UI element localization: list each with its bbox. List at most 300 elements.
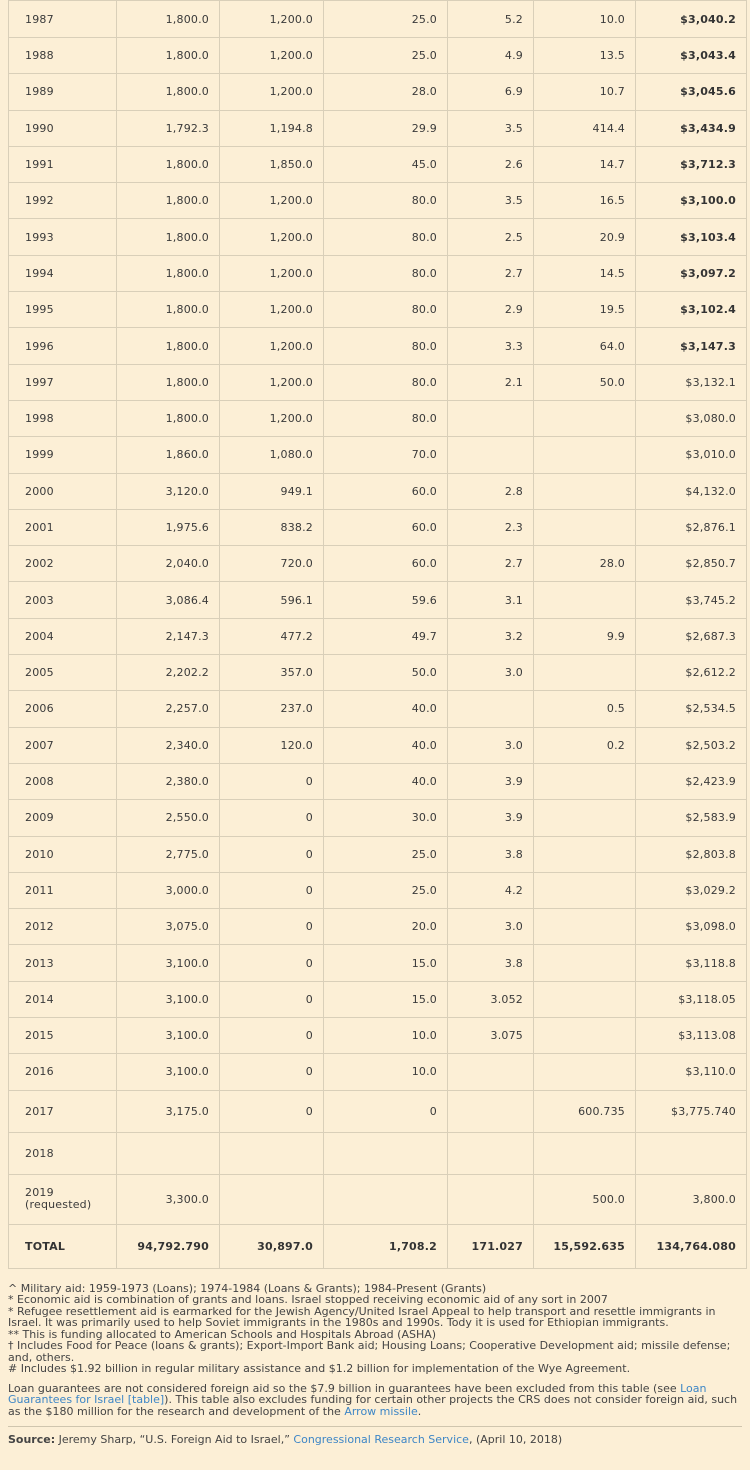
total-cell: $3,110.0 [636,1054,747,1090]
value-cell: 3.2 [448,618,534,654]
table-row [9,1090,747,1132]
value-cell: 64.0 [534,328,636,364]
value-cell: 3.8 [448,836,534,872]
table-row [9,400,747,436]
year-label: 2006 [25,702,54,716]
year-cell [9,1090,117,1132]
table-row [9,909,747,945]
value-cell: 80.0 [324,400,448,436]
total-row [9,1224,747,1268]
year-label: 2005 [25,666,54,680]
year-label: 1995 [25,303,54,317]
value-cell: 9.9 [534,618,636,654]
total-cell: $3,118.8 [636,945,747,981]
value-cell: 40.0 [324,727,448,763]
value-cell: 15.0 [324,945,448,981]
year-cell [9,1174,117,1224]
total-cell: $3,098.0 [636,909,747,945]
value-cell: 3.0 [448,909,534,945]
value-cell: 3,000.0 [117,872,220,908]
year-cell [9,582,117,618]
year-label: 2001 [25,521,54,534]
year-label: 2000 [25,484,54,498]
value-cell: 0 [220,909,324,945]
value-cell: 1,800.0 [117,74,220,110]
value-cell: 16.5 [534,183,636,219]
value-cell: 60.0 [324,546,448,582]
total-cell: $3,080.0 [636,400,747,436]
source-text: Jeremy Sharp, “U.S. Foreign Aid to Israel,” [55,1433,294,1446]
value-cell: 1,200.0 [220,400,324,436]
year-label: 1998 [25,412,54,426]
value-cell: 2,202.2 [117,655,220,691]
total-cell: $2,503.2 [636,727,747,763]
year-cell [9,509,117,545]
year-cell [9,146,117,182]
loan-note-text: . [417,1405,422,1419]
total-cell: $3,029.2 [636,872,747,908]
value-cell: 80.0 [324,292,448,328]
year-cell [9,945,117,981]
table-row [9,328,747,364]
footnote: * Refugee resettlement aid is earmarked for the Jewish Agency/United Israel Appeal to help transport and resettle immigrants in Israel. It was primarily used to help Soviet immigrants in the 1980s and 1990s. Tody it is used for Ethiopian immigrants. [8,1304,716,1330]
value-cell: 10.7 [534,74,636,110]
footnote: † Includes Food for Peace (loans & grants); Export-Import Bank aid; Housing Loans; Cooperative Development aid; missile defense; and, others. [8,1339,731,1364]
value-cell: 0 [220,763,324,799]
total-cell: $3,132.1 [636,364,747,400]
value-cell: 19.5 [534,292,636,328]
value-cell: 357.0 [220,655,324,691]
value-cell [534,836,636,872]
value-cell: 3.075 [448,1018,534,1054]
table-row [9,1054,747,1090]
table-row [9,1018,747,1054]
table-row [9,1132,747,1174]
value-cell: 3.0 [448,727,534,763]
total-cell: 3,800.0 [636,1174,747,1224]
year-label: 2010 [25,847,54,861]
value-cell: 30.0 [324,800,448,836]
value-cell: 2,340.0 [117,727,220,763]
year-cell [9,800,117,836]
total-value-cell: 1,708.2 [324,1224,448,1268]
value-cell: 0 [220,1090,324,1132]
value-cell: 1,200.0 [220,328,324,364]
total-value-cell: 171.027 [448,1224,534,1268]
source-line [8,1433,742,1446]
table-row [9,618,747,654]
crs-link[interactable]: Congressional Research Service [293,1433,469,1446]
value-cell [534,437,636,473]
value-cell: 1,800.0 [117,183,220,219]
total-cell: $3,102.4 [636,292,747,328]
total-cell: $3,434.9 [636,110,747,146]
total-value-cell: 30,897.0 [220,1224,324,1268]
value-cell: 2,040.0 [117,546,220,582]
source-label: Source: [8,1433,56,1446]
value-cell: 3.5 [448,110,534,146]
value-cell: 0 [220,836,324,872]
year-label: 2011 [25,883,54,897]
value-cell [534,1054,636,1090]
value-cell: 0 [324,1090,448,1132]
table-row [9,763,747,799]
value-cell: 0 [220,945,324,981]
loan-note-text: ). This table also excludes funding for certain other projects the CRS does not consider foreign aid, such as the $180 million for the research and development of the [8,1393,738,1419]
total-cell: $3,775.740 [636,1090,747,1132]
value-cell [448,691,534,727]
total-cell: $2,803.8 [636,836,747,872]
value-cell: 60.0 [324,473,448,509]
value-cell: 1,200.0 [220,364,324,400]
value-cell: 1,200.0 [220,74,324,110]
value-cell: 14.5 [534,255,636,291]
year-label: 2002 [25,557,54,571]
value-cell: 1,800.0 [117,292,220,328]
year-cell [9,400,117,436]
table-row [9,1,747,38]
year-cell [9,364,117,400]
source-text: , (April 10, 2018) [468,1433,563,1446]
value-cell: 49.7 [324,618,448,654]
year-cell [9,328,117,364]
table-row [9,219,747,255]
value-cell: 15.0 [324,981,448,1017]
value-cell: 120.0 [220,727,324,763]
value-cell [324,1174,448,1224]
value-cell: 3.052 [448,981,534,1017]
table-row [9,146,747,182]
total-cell: $3,118.05 [636,981,747,1017]
year-cell [9,1054,117,1090]
year-label: 2015 [25,1029,54,1043]
value-cell [534,800,636,836]
value-cell: 20.0 [324,909,448,945]
value-cell: 0.5 [534,691,636,727]
loan-guarantee-note [8,1383,742,1418]
year-cell [9,727,117,763]
year-cell [9,255,117,291]
value-cell: 500.0 [534,1174,636,1224]
year-label: 2018 [25,1146,54,1160]
value-cell: 3,300.0 [117,1174,220,1224]
total-value-cell: 94,792.790 [117,1224,220,1268]
table-row [9,945,747,981]
value-cell: 720.0 [220,546,324,582]
value-cell [534,582,636,618]
table-row [9,110,747,146]
value-cell: 3,100.0 [117,1018,220,1054]
value-cell: 0 [220,1054,324,1090]
value-cell [324,1132,448,1174]
table-row [9,74,747,110]
value-cell: 4.2 [448,872,534,908]
value-cell: 3,100.0 [117,1054,220,1090]
total-cell: $3,103.4 [636,219,747,255]
total-cell: $2,876.1 [636,509,747,545]
value-cell [117,1132,220,1174]
footnote: # Includes $1.92 billion in regular military assistance and $1.2 billion for implementation of the Wye Agreement. [8,1362,631,1376]
total-cell: $3,043.4 [636,38,747,74]
value-cell: 2.6 [448,146,534,182]
year-cell [9,836,117,872]
value-cell: 59.6 [324,582,448,618]
total-cell: $2,687.3 [636,618,747,654]
value-cell: 28.0 [534,546,636,582]
value-cell: 4.9 [448,38,534,74]
total-cell: $3,745.2 [636,582,747,618]
value-cell: 60.0 [324,509,448,545]
value-cell: 0 [220,872,324,908]
value-cell: 1,975.6 [117,509,220,545]
total-cell: $3,040.2 [636,1,747,38]
year-cell [9,909,117,945]
value-cell: 1,800.0 [117,38,220,74]
year-sublabel: (requested) [25,1198,92,1212]
table-row [9,183,747,219]
value-cell: 3,175.0 [117,1090,220,1132]
year-label: 2012 [25,920,54,934]
table-row [9,364,747,400]
value-cell: 29.9 [324,110,448,146]
year-cell [9,981,117,1017]
value-cell [534,400,636,436]
total-value-cell: 134,764.080 [636,1224,747,1268]
value-cell: 20.9 [534,219,636,255]
year-label: 1997 [25,375,54,389]
year-label: 1991 [25,158,54,172]
total-cell [636,1132,747,1174]
value-cell: 50.0 [324,655,448,691]
value-cell [534,1132,636,1174]
value-cell: 25.0 [324,38,448,74]
total-cell: $2,850.7 [636,546,747,582]
value-cell [220,1132,324,1174]
value-cell: 949.1 [220,473,324,509]
value-cell: 2,380.0 [117,763,220,799]
year-label: 1996 [25,339,54,353]
value-cell: 3,086.4 [117,582,220,618]
loan-note-text: Loan guarantees are not considered foreign aid so the $7.9 billion in guarantees have been excluded from this table (see [8,1381,681,1395]
year-label: 1988 [25,49,54,63]
year-label: 1999 [25,448,54,462]
value-cell: 838.2 [220,509,324,545]
value-cell: 3,100.0 [117,981,220,1017]
value-cell: 2.5 [448,219,534,255]
value-cell: 2.7 [448,255,534,291]
value-cell: 596.1 [220,582,324,618]
value-cell: 1,200.0 [220,255,324,291]
year-label: 2004 [25,629,54,643]
table-row [9,655,747,691]
year-label: 2009 [25,811,54,825]
value-cell: 10.0 [324,1018,448,1054]
value-cell: 0 [220,1018,324,1054]
value-cell: 10.0 [324,1054,448,1090]
total-cell: $3,712.3 [636,146,747,182]
table-row [9,872,747,908]
value-cell: 10.0 [534,1,636,38]
year-label: 2003 [25,593,54,607]
value-cell: 80.0 [324,328,448,364]
value-cell [534,981,636,1017]
value-cell: 2,147.3 [117,618,220,654]
value-cell: 3.1 [448,582,534,618]
total-cell: $4,132.0 [636,473,747,509]
value-cell: 1,200.0 [220,38,324,74]
total-value-cell: 15,592.635 [534,1224,636,1268]
value-cell: 80.0 [324,364,448,400]
value-cell [534,473,636,509]
value-cell: 25.0 [324,1,448,38]
value-cell: 80.0 [324,183,448,219]
value-cell: 80.0 [324,255,448,291]
value-cell [448,1174,534,1224]
value-cell: 13.5 [534,38,636,74]
value-cell: 3.8 [448,945,534,981]
value-cell: 40.0 [324,691,448,727]
value-cell: 1,080.0 [220,437,324,473]
value-cell: 1,800.0 [117,400,220,436]
value-cell: 237.0 [220,691,324,727]
value-cell: 2.9 [448,292,534,328]
value-cell: 40.0 [324,763,448,799]
total-cell: $3,045.6 [636,74,747,110]
total-cell: $2,612.2 [636,655,747,691]
table-row [9,691,747,727]
year-cell [9,292,117,328]
value-cell [448,1132,534,1174]
value-cell: 2.1 [448,364,534,400]
table-row [9,836,747,872]
year-cell [9,437,117,473]
value-cell: 6.9 [448,74,534,110]
value-cell [448,1054,534,1090]
table-row [9,292,747,328]
value-cell: 2,550.0 [117,800,220,836]
value-cell: 414.4 [534,110,636,146]
value-cell: 0 [220,800,324,836]
year-label: 1990 [25,121,54,135]
value-cell [220,1174,324,1224]
value-cell: 28.0 [324,74,448,110]
year-label: 2013 [25,956,54,970]
year-label: 1989 [25,85,54,99]
year-cell [9,473,117,509]
aid-table-body [9,1,747,1269]
value-cell: 1,200.0 [220,183,324,219]
value-cell: 25.0 [324,872,448,908]
value-cell: 70.0 [324,437,448,473]
year-cell [9,1132,117,1174]
value-cell [534,509,636,545]
value-cell: 2,257.0 [117,691,220,727]
divider [8,1426,742,1427]
value-cell: 50.0 [534,364,636,400]
value-cell [448,437,534,473]
value-cell [534,763,636,799]
year-cell [9,763,117,799]
total-cell: $3,147.3 [636,328,747,364]
total-label: TOTAL [9,1224,117,1268]
value-cell: 3,075.0 [117,909,220,945]
value-cell: 3.9 [448,763,534,799]
value-cell: 1,200.0 [220,292,324,328]
year-cell [9,1,117,38]
total-cell: $2,534.5 [636,691,747,727]
total-cell: $3,010.0 [636,437,747,473]
year-cell [9,74,117,110]
table-row [9,437,747,473]
loan-guarantees-link[interactable]: Loan Guarantees for Israel [table] [8,1381,707,1407]
arrow-missile-link[interactable]: Arrow missile [344,1405,418,1419]
year-cell [9,219,117,255]
value-cell: 5.2 [448,1,534,38]
year-cell [9,872,117,908]
table-row [9,582,747,618]
total-cell: $3,100.0 [636,183,747,219]
footnote: ** This is funding allocated to American Schools and Hospitals Abroad (ASHA) [8,1327,437,1341]
year-cell [9,110,117,146]
value-cell: 45.0 [324,146,448,182]
value-cell: 1,800.0 [117,364,220,400]
value-cell [534,655,636,691]
table-row [9,473,747,509]
value-cell: 2.8 [448,473,534,509]
year-label: 1987 [25,12,54,26]
value-cell: 3,100.0 [117,945,220,981]
table-row [9,38,747,74]
footnote: * Economic aid is combination of grants and loans. Israel stopped receiving economic aid of any sort in 2007 [8,1293,608,1307]
value-cell: 3.5 [448,183,534,219]
value-cell: 2,775.0 [117,836,220,872]
value-cell: 477.2 [220,618,324,654]
value-cell: 0 [220,981,324,1017]
year-label: 1993 [25,230,54,244]
value-cell [534,1018,636,1054]
value-cell: 1,800.0 [117,219,220,255]
total-cell: $2,583.9 [636,800,747,836]
year-label: 2008 [25,775,54,789]
value-cell: 2.3 [448,509,534,545]
year-cell [9,655,117,691]
value-cell: 3.3 [448,328,534,364]
value-cell: 1,194.8 [220,110,324,146]
footnotes [8,1283,738,1375]
value-cell [534,872,636,908]
value-cell: 80.0 [324,219,448,255]
value-cell: 25.0 [324,836,448,872]
value-cell [534,909,636,945]
value-cell: 3.9 [448,800,534,836]
value-cell: 1,800.0 [117,328,220,364]
total-cell: $2,423.9 [636,763,747,799]
value-cell: 14.7 [534,146,636,182]
year-label: 1992 [25,194,54,208]
year-cell [9,618,117,654]
value-cell: 1,800.0 [117,146,220,182]
year-label: 2017 [25,1104,54,1118]
value-cell: 1,792.3 [117,110,220,146]
year-label: 2007 [25,738,54,752]
table-row [9,727,747,763]
value-cell [448,400,534,436]
value-cell: 0.2 [534,727,636,763]
table-row [9,981,747,1017]
aid-table [8,0,747,1269]
year-cell [9,183,117,219]
value-cell [534,945,636,981]
